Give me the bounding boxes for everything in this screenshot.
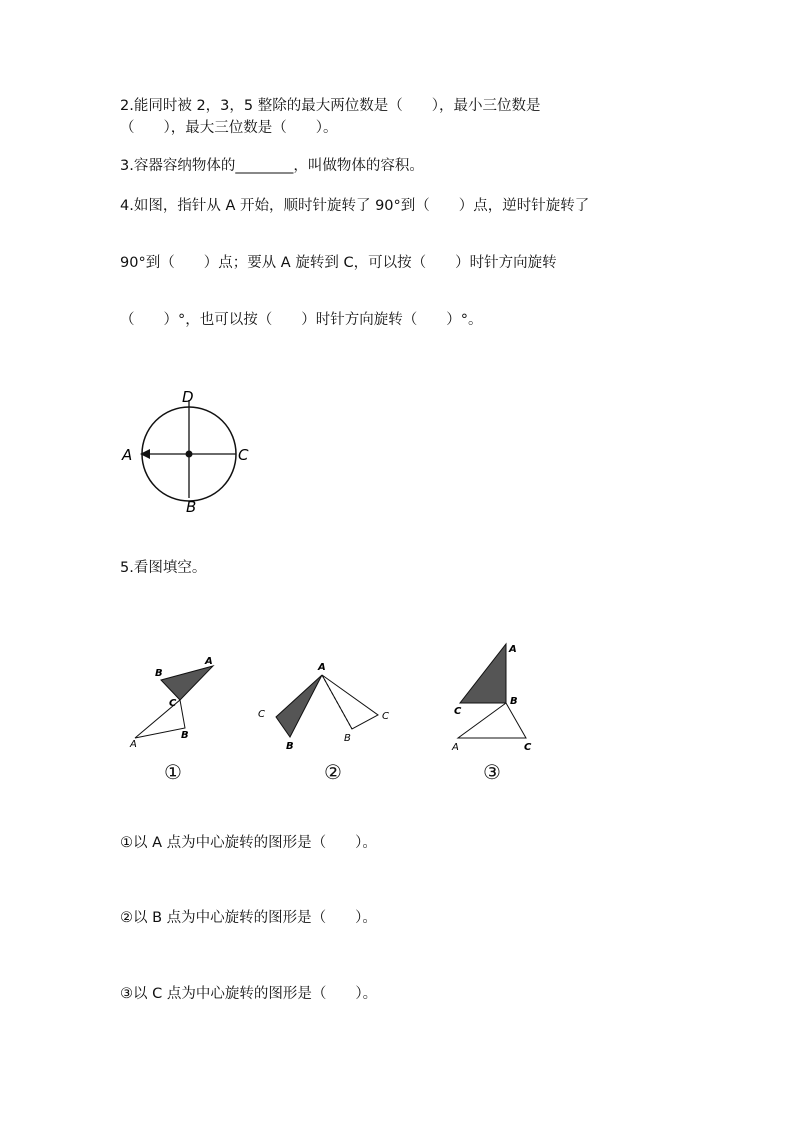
q5-sub1: ①以 A 点为中心旋转的图形是（ ）。 xyxy=(120,835,377,851)
figure-3-outline-triangle xyxy=(458,703,526,738)
figure-1-label-A-top: A xyxy=(205,656,213,667)
figure-2 xyxy=(252,655,402,750)
figure-1 xyxy=(125,650,225,750)
dial-label-left: A xyxy=(122,446,133,464)
figure-1-number: ① xyxy=(164,760,182,784)
q4-line3: （ ）°，也可以按（ ）时针方向旋转（ ）°。 xyxy=(120,312,483,328)
figure-3-label-C-left: C xyxy=(454,706,462,717)
figure-2-label-B-left: B xyxy=(286,741,294,750)
figure-2-number: ② xyxy=(324,760,342,784)
q2-line2: （ ），最大三位数是（ ）。 xyxy=(120,120,338,136)
figure-3-label-C-bottom: C xyxy=(524,742,532,753)
q5-sub3: ③以 C 点为中心旋转的图形是（ ）。 xyxy=(120,986,378,1002)
figure-1-label-B-top: B xyxy=(155,668,163,679)
figure-1-label-C: C xyxy=(169,698,177,709)
dial-figure xyxy=(118,380,258,520)
figure-2-label-C-right: C xyxy=(382,711,389,722)
figure-2-label-B-right: B xyxy=(344,733,351,744)
figure-1-label-A-bottom: A xyxy=(130,739,137,750)
figure-3 xyxy=(450,638,550,753)
dial-label-top: D xyxy=(182,388,194,406)
figure-2-label-A: A xyxy=(318,662,326,673)
figure-2-shaded-triangle xyxy=(276,675,322,737)
figure-1-outline-triangle xyxy=(135,700,185,738)
figure-2-outline-triangle xyxy=(322,675,378,729)
figure-3-label-A-top: A xyxy=(509,644,517,655)
figure-3-label-B: B xyxy=(510,696,518,707)
q5-sub2: ②以 B 点为中心旋转的图形是（ ）。 xyxy=(120,910,377,926)
dial-label-right: C xyxy=(238,446,249,464)
q3-text: 3.容器容纳物体的________，叫做物体的容积。 xyxy=(120,158,424,174)
figure-2-label-C-left: C xyxy=(258,709,265,720)
figure-1-label-B-bottom: B xyxy=(181,730,189,741)
figure-1-shaded-triangle xyxy=(161,666,213,700)
q5-title: 5.看图填空。 xyxy=(120,560,207,576)
q2-line1: 2.能同时被 2，3，5 整除的最大两位数是（ ），最小三位数是 xyxy=(120,98,541,114)
dial-label-bottom: B xyxy=(186,498,197,516)
dial-center-dot xyxy=(186,451,193,458)
figure-3-label-A-bottom: A xyxy=(452,742,459,753)
q4-line2: 90°到（ ）点；要从 A 旋转到 C，可以按（ ）时针方向旋转 xyxy=(120,255,557,271)
q4-line1: 4.如图，指针从 A 开始，顺时针旋转了 90°到（ ）点，逆时针旋转了 xyxy=(120,198,590,214)
figure-3-number: ③ xyxy=(483,760,501,784)
figure-3-shaded-triangle xyxy=(460,644,506,703)
